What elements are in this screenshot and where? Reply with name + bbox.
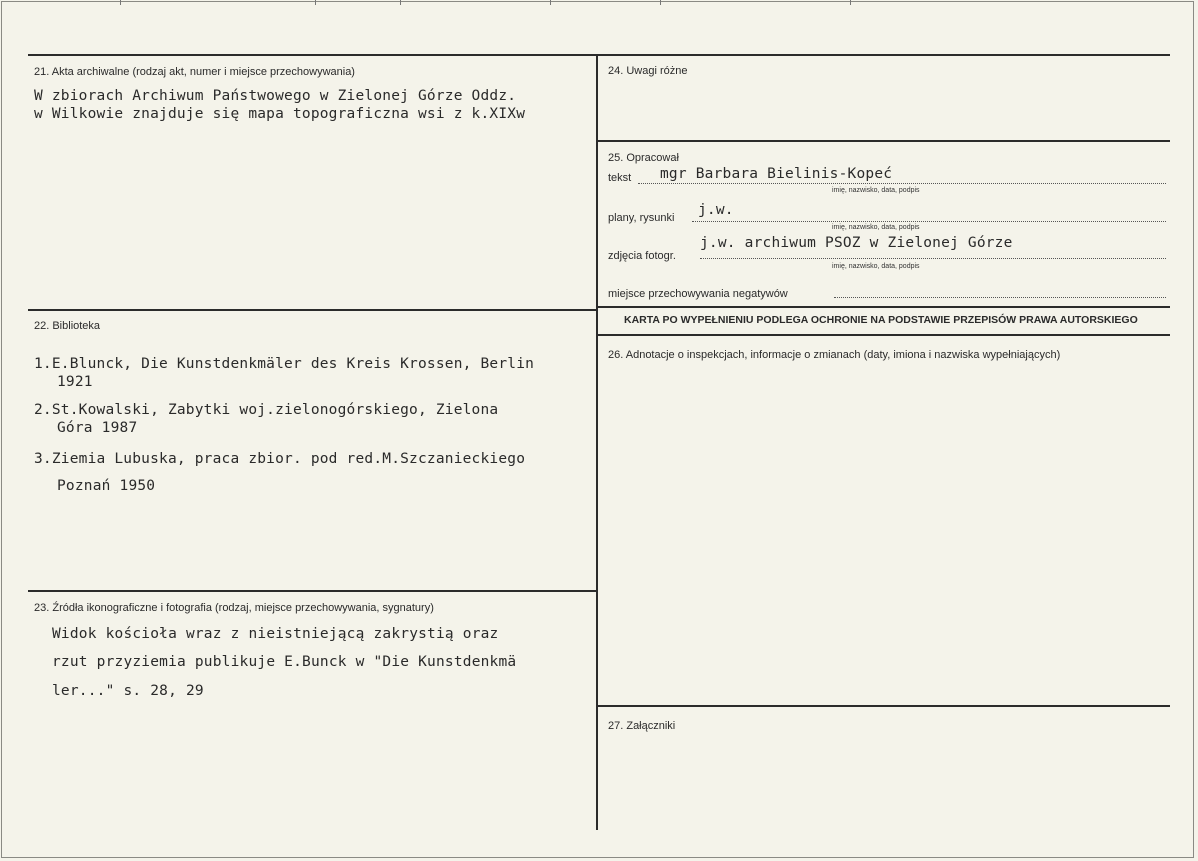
- rule-notice-26: [598, 334, 1170, 336]
- section-22-line-3: 2.St.Kowalski, Zabytki woj.zielonogórskiego, Zielona: [34, 402, 499, 418]
- edge-tick: [550, 0, 551, 5]
- rule-26-27: [598, 705, 1170, 707]
- edge-tick: [120, 0, 121, 5]
- plany-dotted-line: [692, 221, 1166, 222]
- section-23-line-1: Widok kościoła wraz z nieistniejącą zakrystią oraz: [52, 626, 499, 642]
- tekst-dotted-line: [638, 183, 1166, 184]
- plany-value: j.w.: [698, 202, 734, 218]
- center-divider: [596, 54, 598, 830]
- edge-tick: [315, 0, 316, 5]
- miejsce-label: miejsce przechowywania negatywów: [608, 288, 788, 300]
- section-27-label: 27. Załączniki: [608, 720, 676, 732]
- section-22-line-2: 1921: [57, 374, 93, 390]
- section-22-line-4: Góra 1987: [57, 420, 138, 436]
- edge-tick: [400, 0, 401, 5]
- zdjecia-value: j.w. archiwum PSOZ w Zielonej Górze: [700, 235, 1013, 251]
- section-22-line-5: 3.Ziemia Lubuska, praca zbior. pod red.M.Szczanieckiego: [34, 451, 526, 467]
- edge-tick: [850, 0, 851, 5]
- plany-caption: imię, nazwisko, data, podpis: [832, 224, 920, 231]
- zdjecia-caption: imię, nazwisko, data, podpis: [832, 263, 920, 270]
- tekst-value: mgr Barbara Bielinis-Kopeć: [660, 166, 893, 182]
- section-21-label: 21. Akta archiwalne (rodzaj akt, numer i miejsce przechowywania): [34, 66, 355, 78]
- section-21-line-1: W zbiorach Archiwum Państwowego w Zielonej Górze Oddz.: [34, 88, 517, 104]
- copyright-notice: KARTA PO WYPEŁNIENIU PODLEGA OCHRONIE NA PODSTAWIE PRZEPISÓW PRAWA AUTORSKIEGO: [624, 314, 1138, 326]
- section-24-label: 24. Uwagi różne: [608, 65, 688, 77]
- rule-21-22: [28, 309, 596, 311]
- section-22-line-1: 1.E.Blunck, Die Kunstdenkmäler des Kreis Krossen, Berlin: [34, 356, 535, 372]
- rule-22-23: [28, 590, 596, 592]
- section-23-label: 23. Źródła ikonograficzne i fotografia (rodzaj, miejsce przechowywania, sygnatury): [34, 602, 434, 614]
- section-26-label: 26. Adnotacje o inspekcjach, informacje o zmianach (daty, imiona i nazwiska wypełniających): [608, 349, 1061, 361]
- section-22-label: 22. Biblioteka: [34, 320, 101, 332]
- edge-tick: [660, 0, 661, 5]
- top-rule: [28, 54, 1170, 56]
- rule-24-25: [598, 140, 1170, 142]
- rule-25-notice: [598, 306, 1170, 308]
- zdjecia-label: zdjęcia fotogr.: [608, 250, 676, 262]
- section-23-line-2: rzut przyziemia publikuje E.Bunck w "Die Kunstdenkmä: [52, 654, 517, 670]
- miejsce-dotted-line: [834, 297, 1166, 298]
- tekst-label: tekst: [608, 172, 632, 184]
- section-23-line-3: ler..." s. 28, 29: [52, 683, 204, 699]
- zdjecia-dotted-line: [700, 258, 1166, 259]
- section-22-line-6: Poznań 1950: [57, 478, 156, 494]
- section-21-line-2: w Wilkowie znajduje się mapa topograficzna wsi z k.XIXw: [34, 106, 526, 122]
- plany-label: plany, rysunki: [608, 212, 675, 224]
- section-25-label: 25. Opracował: [608, 152, 679, 164]
- tekst-caption: imię, nazwisko, data, podpis: [832, 187, 920, 194]
